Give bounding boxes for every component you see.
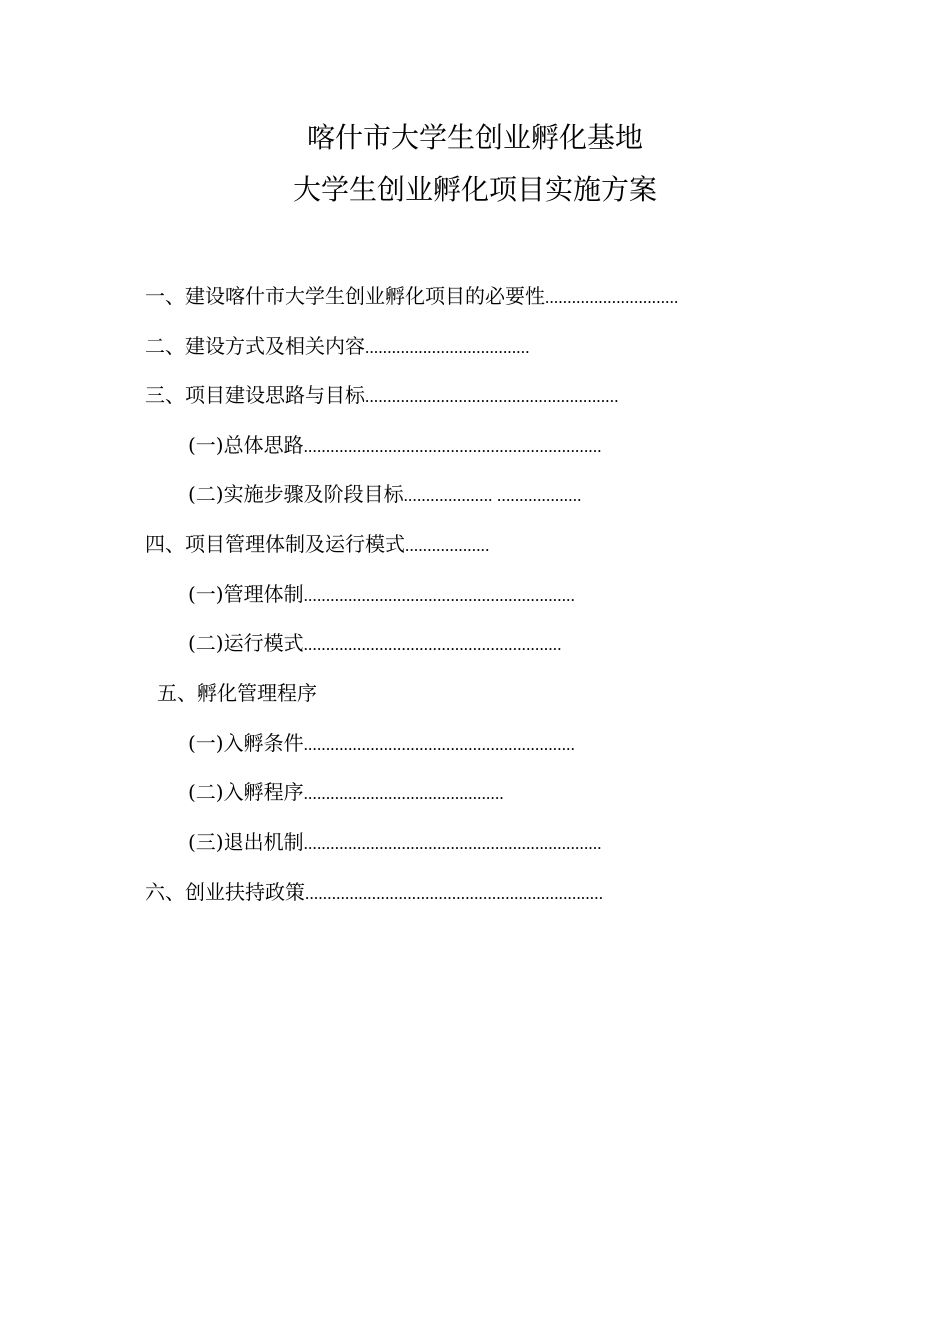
toc-item-5 (157, 677, 317, 709)
toc-item-5-3 (188, 826, 602, 858)
toc-item-text: 五、孵化管理程序 (157, 681, 317, 705)
toc-leader-dots: .................... ................... (403, 486, 582, 505)
toc-item-text: 六、创业扶持政策 (145, 880, 305, 904)
toc-leader-dots: ............................................. (303, 784, 504, 803)
toc-item-4-1 (188, 578, 575, 610)
toc-leader-dots: ................................................................... (305, 884, 604, 903)
toc-leader-dots: .............................. (545, 288, 679, 307)
toc-leader-dots: ................................................................... (303, 834, 602, 853)
toc-leader-dots: ......................................................... (365, 387, 619, 406)
document-title-line-2: 大学生创业孵化项目实施方案 (292, 173, 657, 206)
toc-item-text: 一、建设喀什市大学生创业孵化项目的必要性 (145, 284, 545, 308)
toc-item-text: (一)总体思路 (188, 433, 304, 457)
toc-item-text: (一)管理体制 (188, 582, 304, 606)
toc-item-text: (一)入孵条件 (188, 731, 304, 755)
toc-leader-dots: ............................................................. (303, 586, 576, 605)
toc-item-text: (二)运行模式 (188, 631, 304, 655)
toc-item-5-2 (188, 776, 504, 808)
toc-leader-dots: ................... (405, 536, 490, 555)
toc-item-2 (145, 330, 530, 362)
toc-leader-dots: .......................................................... (303, 635, 562, 654)
toc-leader-dots: ................................................................... (303, 437, 602, 456)
toc-item-4-2 (188, 627, 562, 659)
toc-item-text: (二)入孵程序 (188, 780, 304, 804)
toc-item-text: (二)实施步骤及阶段目标 (188, 482, 404, 506)
toc-item-text: (三)退出机制 (188, 830, 304, 854)
toc-item-3 (145, 379, 619, 411)
toc-leader-dots: ............................................................. (303, 735, 576, 754)
toc-item-5-1 (188, 727, 575, 759)
toc-item-1 (145, 280, 679, 312)
toc-item-3-2 (188, 478, 582, 510)
toc-item-6 (145, 876, 603, 908)
toc-item-3-1 (188, 429, 602, 461)
document-title-line-1: 喀什市大学生创业孵化基地 (306, 121, 643, 154)
toc-item-4 (145, 528, 490, 560)
toc-item-text: 四、项目管理体制及运行模式 (145, 532, 405, 556)
toc-item-text: 二、建设方式及相关内容 (145, 334, 365, 358)
toc-item-text: 三、项目建设思路与目标 (145, 383, 365, 407)
toc-leader-dots: ..................................... (365, 338, 530, 357)
